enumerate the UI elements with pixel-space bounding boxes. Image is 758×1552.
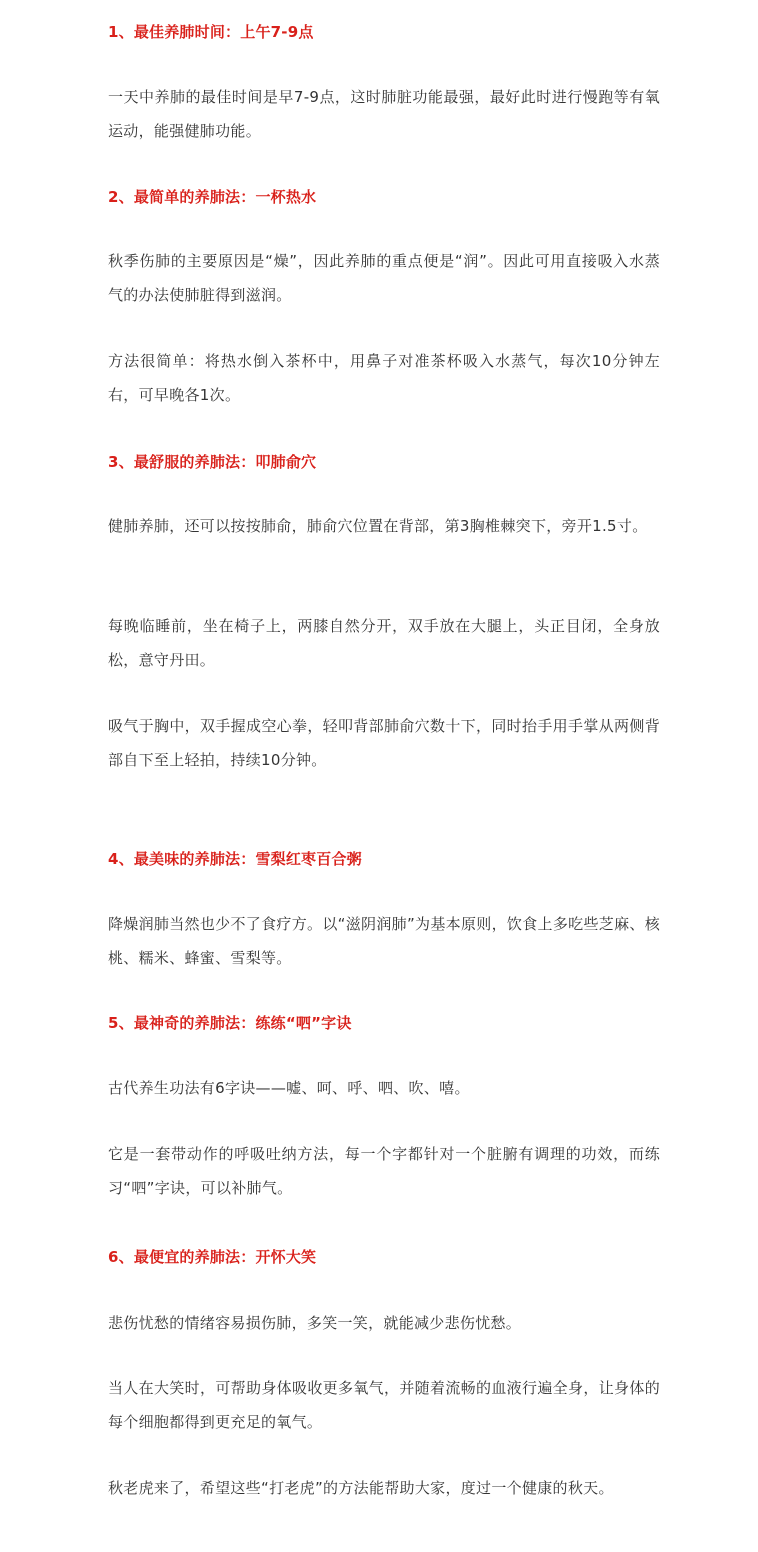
section-6-paragraph-1: 悲伤忧愁的情绪容易损伤肺，多笑一笑，就能减少悲伤忧愁。 xyxy=(108,1314,522,1332)
section-4-heading: 4、最美味的养肺法：雪梨红枣百合粥 xyxy=(108,850,362,868)
section-3-paragraph-2: 每晚临睡前，坐在椅子上，两膝自然分开，双手放在大腿上，头正目闭，全身放松，意守丹田。 xyxy=(108,617,660,669)
section-3-heading: 3、最舒服的养肺法：叩肺俞穴 xyxy=(108,453,317,471)
section-4-paragraph-1: 降燥润肺当然也少不了食疗方。以“滋阴润肺”为基本原则，饮食上多吃些芝麻、核桃、糯米、蜂蜜、雪梨等。 xyxy=(108,915,660,967)
section-6-paragraph-2: 当人在大笑时，可帮助身体吸收更多氧气，并随着流畅的血液行遍全身，让身体的每个细胞都得到更充足的氧气。 xyxy=(108,1379,660,1431)
section-6-paragraph-3: 秋老虎来了，希望这些“打老虎”的方法能帮助大家，度过一个健康的秋天。 xyxy=(108,1479,614,1497)
section-2-paragraph-2: 方法很简单：将热水倒入茶杯中，用鼻子对准茶杯吸入水蒸气，每次10分钟左右，可早晚各1次。 xyxy=(108,352,660,404)
section-2-paragraph-1: 秋季伤肺的主要原因是“燥”，因此养肺的重点便是“润”。因此可用直接吸入水蒸气的办法使肺脏得到滋润。 xyxy=(108,252,660,304)
section-3-paragraph-3: 吸气于胸中，双手握成空心拳，轻叩背部肺俞穴数十下，同时抬手用手掌从两侧背部自下至上轻拍，持续10分钟。 xyxy=(108,717,660,769)
section-1-heading: 1、最佳养肺时间：上午7-9点 xyxy=(108,23,314,41)
section-6-heading: 6、最便宜的养肺法：开怀大笑 xyxy=(108,1248,317,1266)
section-5-paragraph-2: 它是一套带动作的呼吸吐纳方法，每一个字都针对一个脏腑有调理的功效，而练习“呬”字诀，可以补肺气。 xyxy=(108,1145,660,1197)
section-5-paragraph-1: 古代养生功法有6字诀——嘘、呵、呼、呬、吹、嘻。 xyxy=(108,1079,470,1097)
section-5-heading: 5、最神奇的养肺法：练练“呬”字诀 xyxy=(108,1014,352,1032)
section-3-paragraph-1: 健肺养肺，还可以按按肺俞，肺俞穴位置在背部，第3胸椎棘突下，旁开1.5寸。 xyxy=(108,517,648,535)
section-2-heading: 2、最简单的养肺法：一杯热水 xyxy=(108,188,317,206)
section-1-paragraph-1: 一天中养肺的最佳时间是早7-9点，这时肺脏功能最强，最好此时进行慢跑等有氧运动，能强健肺功能。 xyxy=(108,88,660,140)
